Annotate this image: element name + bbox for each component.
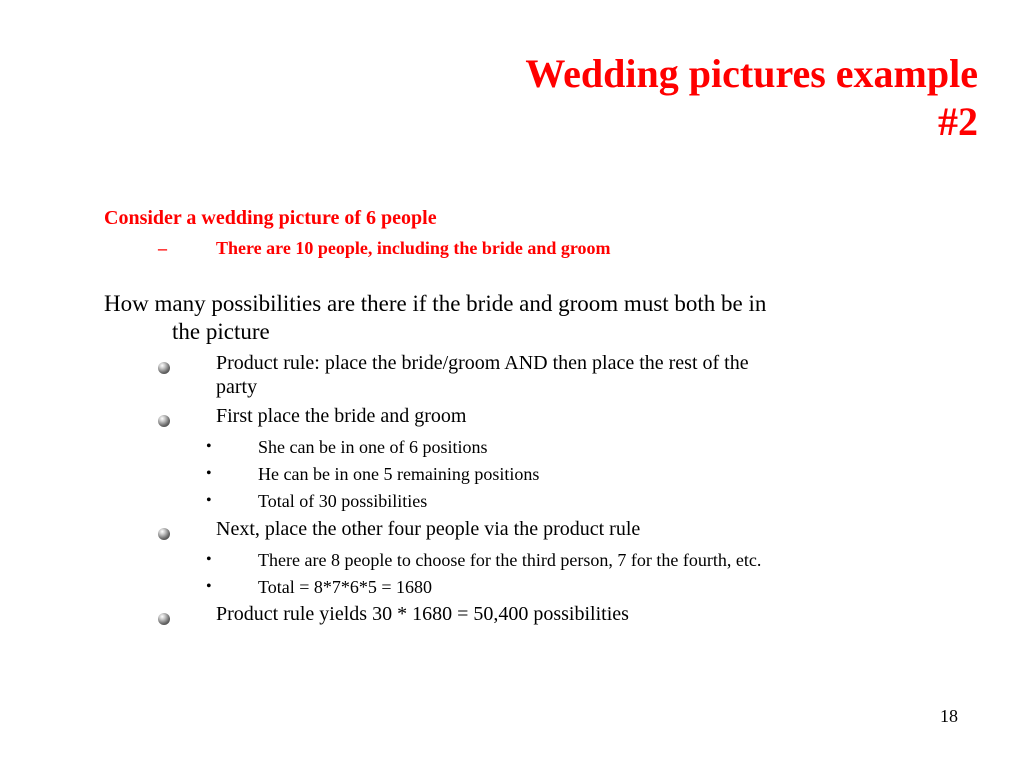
intro-dash-marker: – [158, 238, 167, 258]
point-2-sub-3: Total of 30 possibilities [258, 491, 428, 511]
sphere-bullet-icon [158, 362, 170, 374]
page-number: 18 [940, 706, 958, 726]
point-3-sub-2: Total = 8*7*6*5 = 1680 [258, 577, 433, 597]
sphere-bullet-icon [158, 415, 170, 427]
point-2: First place the bride and groom [216, 405, 467, 427]
sub-bullet-icon: • [206, 492, 212, 509]
point-4: Product rule yields 30 * 1680 = 50,400 possibilities [216, 603, 629, 625]
slide-title [525, 50, 978, 146]
sphere-bullet-icon [158, 528, 170, 540]
question-line-1: How many possibilities are there if the bride and groom must both be in [104, 291, 767, 316]
sub-bullet-icon: • [206, 551, 212, 568]
sub-bullet-icon: • [206, 465, 212, 482]
point-2-sub-1: She can be in one of 6 positions [258, 437, 488, 457]
intro-heading: Consider a wedding picture of 6 people [104, 207, 437, 229]
point-2-sub-2: He can be in one 5 remaining positions [258, 464, 540, 484]
intro-subtext: There are 10 people, including the bride and groom [216, 238, 611, 258]
point-1-line-1: Product rule: place the bride/groom AND then place the rest of the [216, 352, 749, 374]
sphere-bullet-icon [158, 613, 170, 625]
point-3-sub-1: There are 8 people to choose for the third person, 7 for the fourth, etc. [258, 550, 762, 570]
point-1-line-2: party [216, 376, 258, 398]
sub-bullet-icon: • [206, 578, 212, 595]
sub-bullet-icon: • [206, 438, 212, 455]
slide-title-line-1: Wedding pictures example [525, 51, 978, 96]
point-3: Next, place the other four people via the product rule [216, 518, 641, 540]
question-line-2: the picture [172, 319, 270, 344]
slide-title-line-2: #2 [938, 99, 978, 144]
